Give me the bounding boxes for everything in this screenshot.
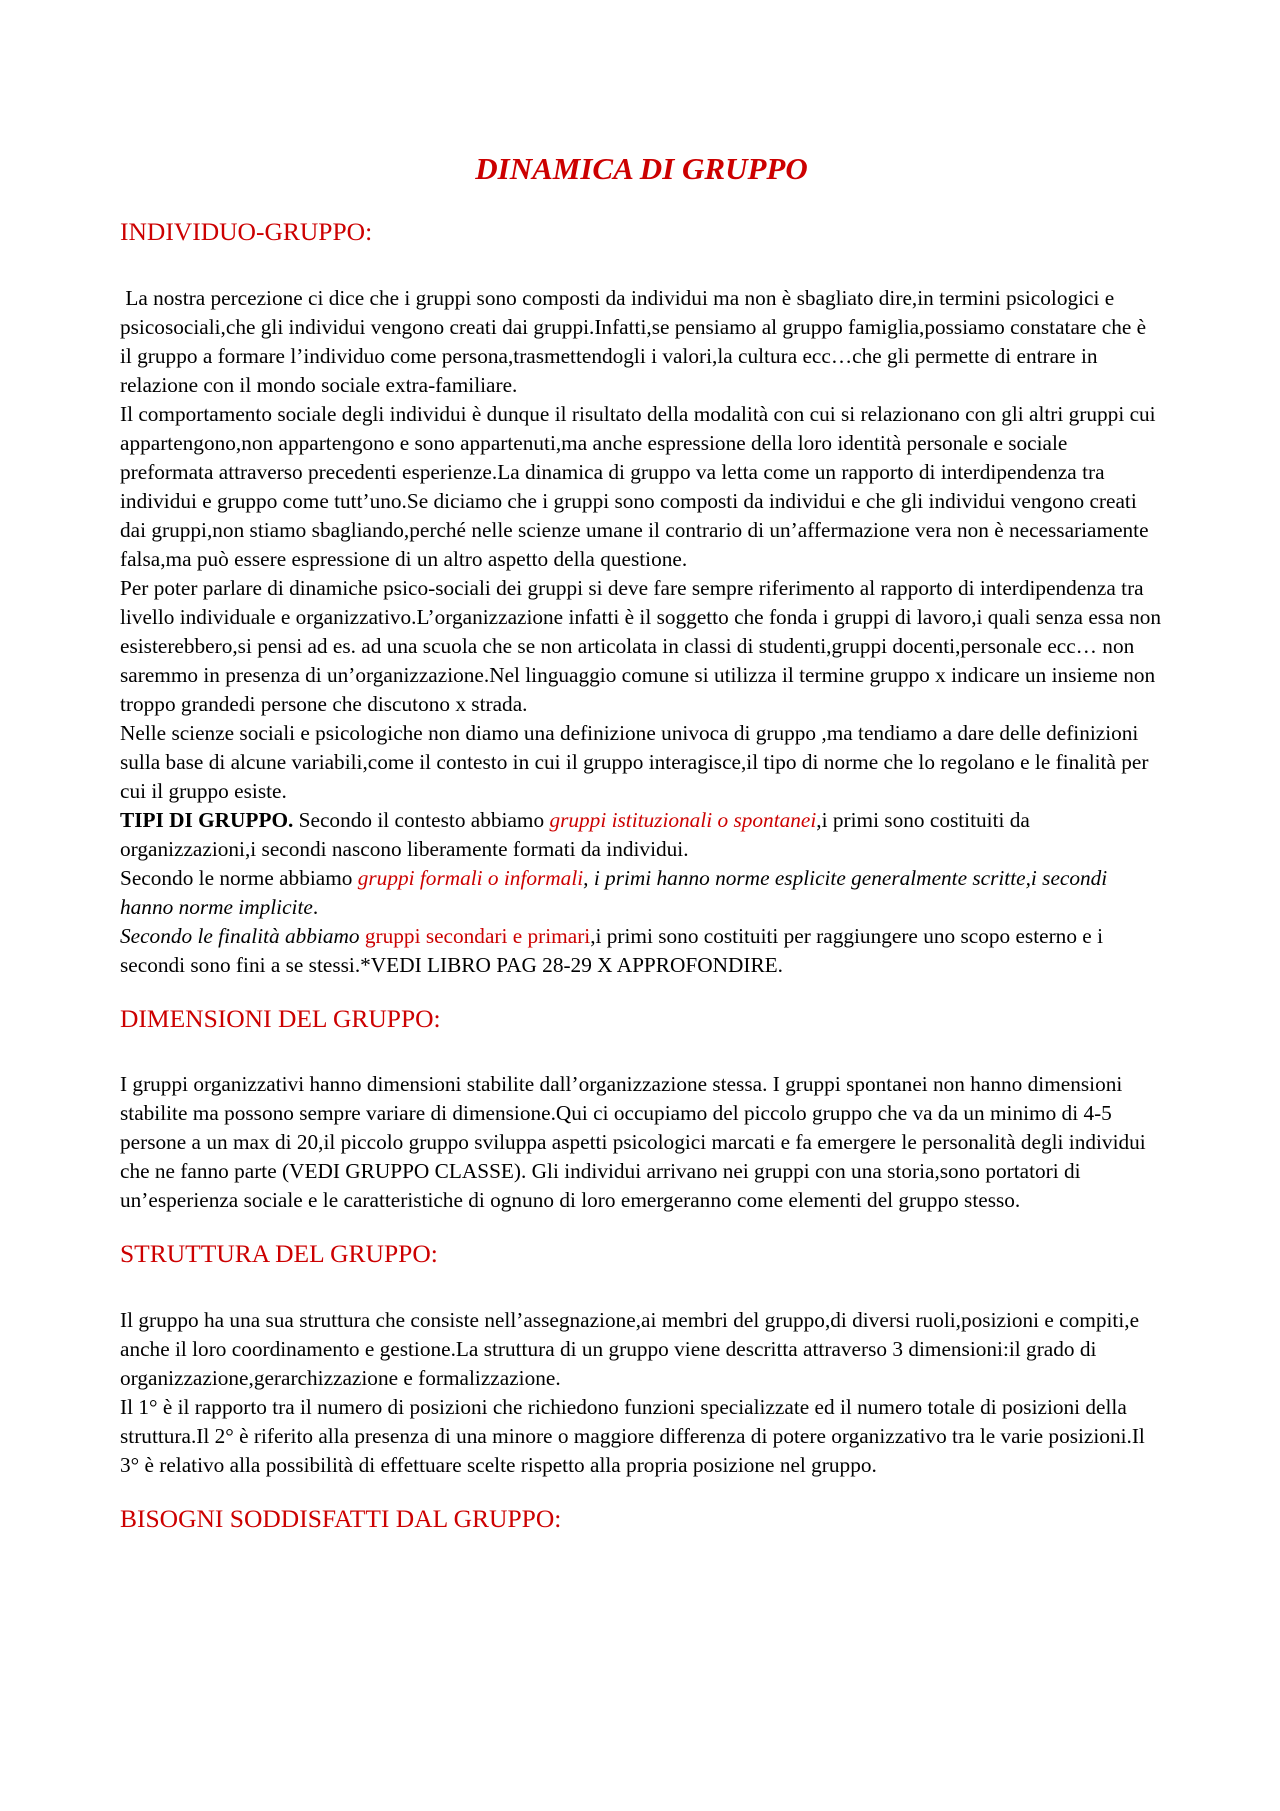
paragraph-individuo-2: Il comportamento sociale degli individui è dunque il risultato della modalità con cui si relazionano con gli altri gruppi cui appartengono,non appartengono e sono appartenuti,ma anche espressione della loro identità personale e sociale preformata attraverso precedenti esperienze.La dinamica di gruppo va letta come un rapporto di interdipendenza tra individui e gruppo come tutt’uno.Se diciamo che i gruppi sono composti da individui e che gli individui vengono creati dai gruppi,non stiamo sbagliando,perché nelle scienze umane il contrario di un’affermazione vera non è necessariamente falsa,ma può essere espressione di un altro aspetto della questione. bbox=[120, 401, 1156, 571]
paragraph-dimensioni-1: I gruppi organizzativi hanno dimensioni stabilite dall’organizzazione stessa. I gruppi spontanei non hanno dimensioni stabilite ma possono sempre variare di dimensione.Qui ci occupiamo del piccolo gruppo che va da un minimo di 4-5 persone a un max di 20,il piccolo gruppo sviluppa aspetti psicologici marcati e fa emergere le personalità degli individui che ne fanno parte (VEDI GRUPPO CLASSE). Gli individui arrivano nei gruppi con una storia,sono portatori di un’esperienza sociale e le caratteristiche di ognuno di loro emergeranno come elementi del gruppo stesso. bbox=[120, 1072, 1146, 1213]
paragraph-struttura-1: Il gruppo ha una sua struttura che consiste nell’assegnazione,ai membri del gruppo,di diversi ruoli,posizioni e compiti,e anche il loro coordinamento e gestione.La struttura di un gruppo viene descritta attraverso 3 dimensioni:il grado di organizzazione,gerarchizzazione e formalizzazione. bbox=[120, 1307, 1140, 1390]
tipi-s1-highlight: gruppi istituzionali o spontanei bbox=[549, 807, 817, 832]
spacer bbox=[120, 1215, 1163, 1239]
tipi-label: TIPI DI GRUPPO. bbox=[120, 807, 294, 832]
paragraph-tipi-di-gruppo bbox=[120, 806, 1163, 864]
spacer bbox=[120, 980, 1163, 1004]
paragraph-tipi-finalita bbox=[120, 922, 1163, 980]
tipi-s1-pre: Secondo il contesto abbiamo bbox=[293, 807, 550, 832]
paragraph-individuo-3: Per poter parlare di dinamiche psico-sociali dei gruppi si deve fare sempre riferimento al rapporto di interdipendenza tra livello individuale e organizzativo.L’organizzazione infatti è il soggetto che fonda i gruppi di lavoro,i quali senza essa non esisterebbero,si pensi ad es. ad una scuola che se non articolata in classi di studenti,gruppi docenti,personale ecc… non saremmo in presenza di un’organizzazione.Nel linguaggio comune si utilizza il termine gruppo x indicare un insieme non troppo grandedi persone che discutono x strada. bbox=[120, 575, 1162, 716]
tipi-s3-pre: Secondo le finalità abbiamo bbox=[120, 923, 365, 948]
section-bisogni bbox=[120, 1504, 1163, 1535]
tipi-s2-post: , i primi hanno norme esplicite generalmente scritte,i secondi hanno norme implicite bbox=[120, 865, 1108, 919]
section-heading-struttura: STRUTTURA DEL GRUPPO: bbox=[120, 1239, 438, 1269]
section-heading-dimensioni: DIMENSIONI DEL GRUPPO: bbox=[120, 1003, 441, 1033]
tipi-s3-post: ,i primi sono costituiti per raggiungere uno scopo esterno e i secondi sono fini a se stessi.*VEDI LIBRO PAG 28-29 X APPROFONDIRE. bbox=[120, 923, 1103, 977]
spacer bbox=[120, 1480, 1163, 1504]
section-heading-bisogni: BISOGNI SODDISFATTI DAL GRUPPO: bbox=[120, 1503, 562, 1533]
section-heading-individuo-gruppo: INDIVIDUO-GRUPPO: bbox=[120, 217, 373, 247]
tipi-s2-highlight: gruppi formali o informali bbox=[357, 865, 584, 890]
page-title: DINAMICA DI GRUPPO bbox=[475, 151, 808, 186]
tipi-s2-pre: Secondo le norme abbiamo bbox=[120, 865, 358, 890]
paragraph-individuo-1: La nostra percezione ci dice che i gruppi sono composti da individui ma non è sbagliato dire,in termini psicologici e psicosociali,che gli individui vengono creati dai gruppi.Infatti,se pensiamo al gruppo famiglia,possiamo constatare che è il gruppo a formare l’individuo come persona,trasmettendogli i valori,la cultura ecc…che gli permette di entrare in relazione con il mondo sociale extra-familiare. bbox=[120, 285, 1152, 397]
section-struttura bbox=[120, 1239, 1163, 1480]
section-dimensioni bbox=[120, 1004, 1163, 1216]
section-individuo-gruppo bbox=[120, 217, 1163, 980]
paragraph-struttura-2: Il 1° è il rapporto tra il numero di posizioni che richiedono funzioni specializzate ed il numero totale di posizioni della struttura.Il 2° è riferito alla presenza di una minore o maggiore differenza di potere organizzativo tra le varie posizioni.Il 3° è relativo alla possibilità di effettuare scelte rispetto alla propria posizione nel gruppo. bbox=[120, 1394, 1145, 1477]
tipi-s1-post: ,i primi sono costituiti da organizzazioni,i secondi nascono liberamente formati da individui. bbox=[120, 807, 1030, 861]
tipi-s3-highlight: gruppi secondari e primari bbox=[364, 923, 591, 948]
paragraph-tipi-norme bbox=[120, 864, 1163, 922]
paragraph-individuo-4: Nelle scienze sociali e psicologiche non diamo una definizione univoca di gruppo ,ma tendiamo a dare delle definizioni sulla base di alcune variabili,come il contesto in cui il gruppo interagisce,il tipo di norme che lo regolano e le finalità per cui il gruppo esiste. bbox=[120, 720, 1149, 803]
tipi-s2-end: . bbox=[312, 894, 319, 919]
